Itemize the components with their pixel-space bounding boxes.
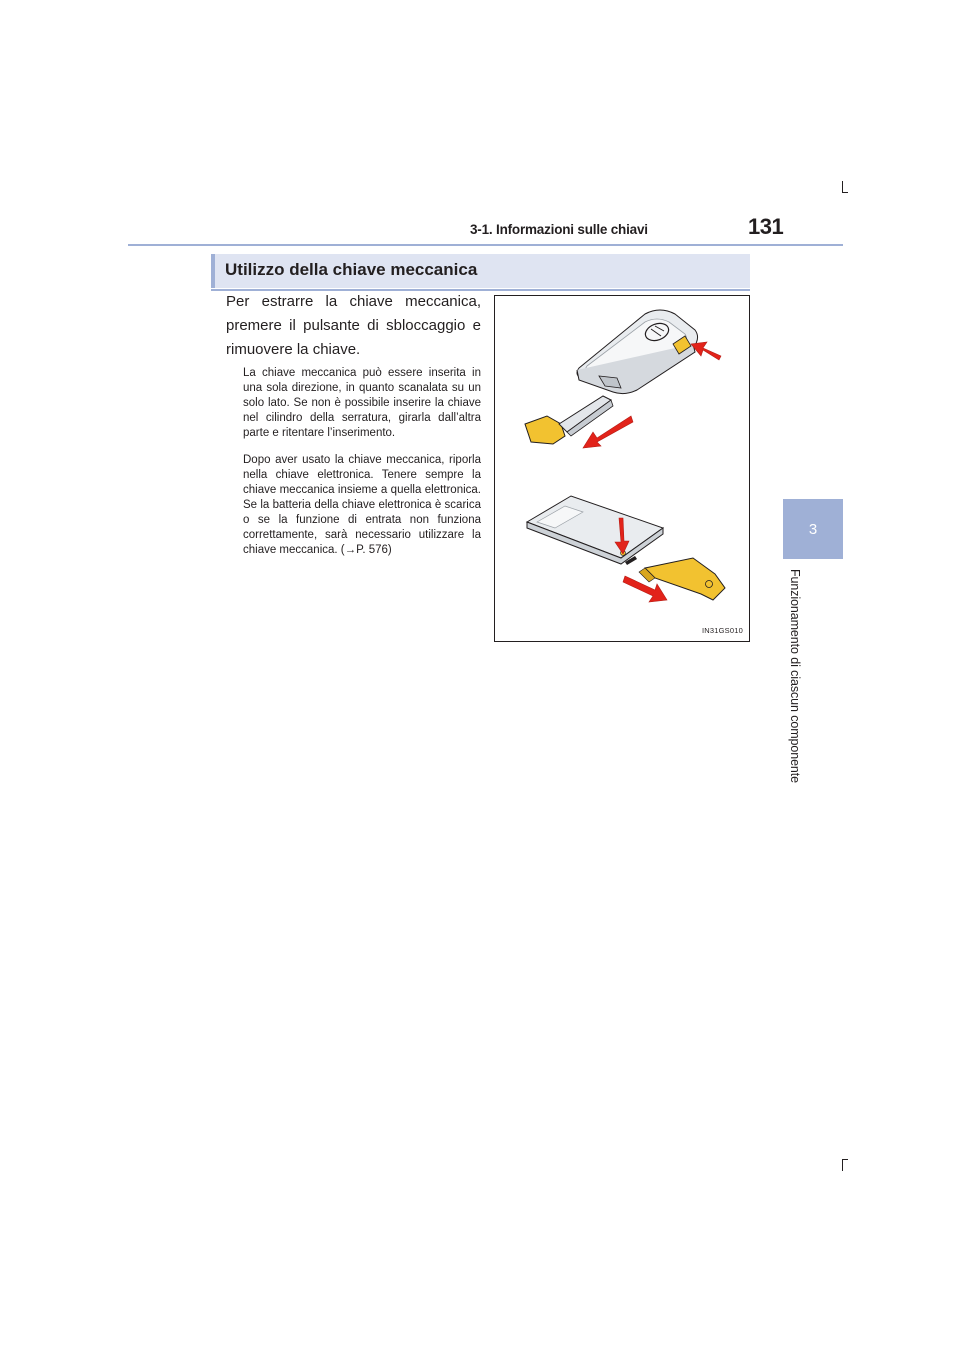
- running-header-section: 3-1. Informazioni sulle chiavi: [470, 222, 648, 237]
- arrow-icon-release-button: [691, 342, 721, 360]
- crop-mark-bottom: [842, 1159, 843, 1171]
- page-number: 131: [748, 214, 784, 239]
- note-paragraph-2: Dopo aver usato la chiave meccanica, riporla nella chiave elettronica. Tenere sempre la chiave meccanica insieme a quella elettronica. Se la batteria della chiave elettronica è scarica o se la funzione di entrata non funziona correttamente, sarà necessario utilizzare la chiave meccanica. (→P. 576): [243, 454, 481, 556]
- key-illustration: [495, 296, 751, 643]
- chapter-title-vertical: [783, 566, 807, 786]
- body-paragraph: Per estrarre la chiave meccanica, premere il pulsante di sbloccaggio e rimuovere la chiave.: [226, 293, 481, 358]
- key-fob-illustration: [577, 310, 698, 394]
- section-heading-box: [211, 254, 750, 288]
- chapter-tab: [783, 499, 843, 559]
- figure-code: IN31GS010: [702, 626, 743, 635]
- header-rule: [128, 244, 843, 246]
- note-paragraph-1: La chiave meccanica può essere inserita in una sola direzione, in quanto scanalata su un solo lato. Se non è possibile inserire la chiave nel cilindro della serratura, girarla dall’altra parte e ritentare l’inserimento.: [243, 367, 481, 439]
- crop-mark-top-foot: [842, 192, 848, 193]
- chapter-title: Funzionamento di ciascun componente: [788, 569, 802, 783]
- key-illustration-figure: [494, 295, 750, 642]
- crop-mark-bottom-foot: [842, 1159, 848, 1160]
- chapter-number: 3: [808, 520, 818, 538]
- card-key-illustration: [527, 496, 663, 565]
- section-heading: Utilizzo della chiave meccanica: [225, 260, 478, 279]
